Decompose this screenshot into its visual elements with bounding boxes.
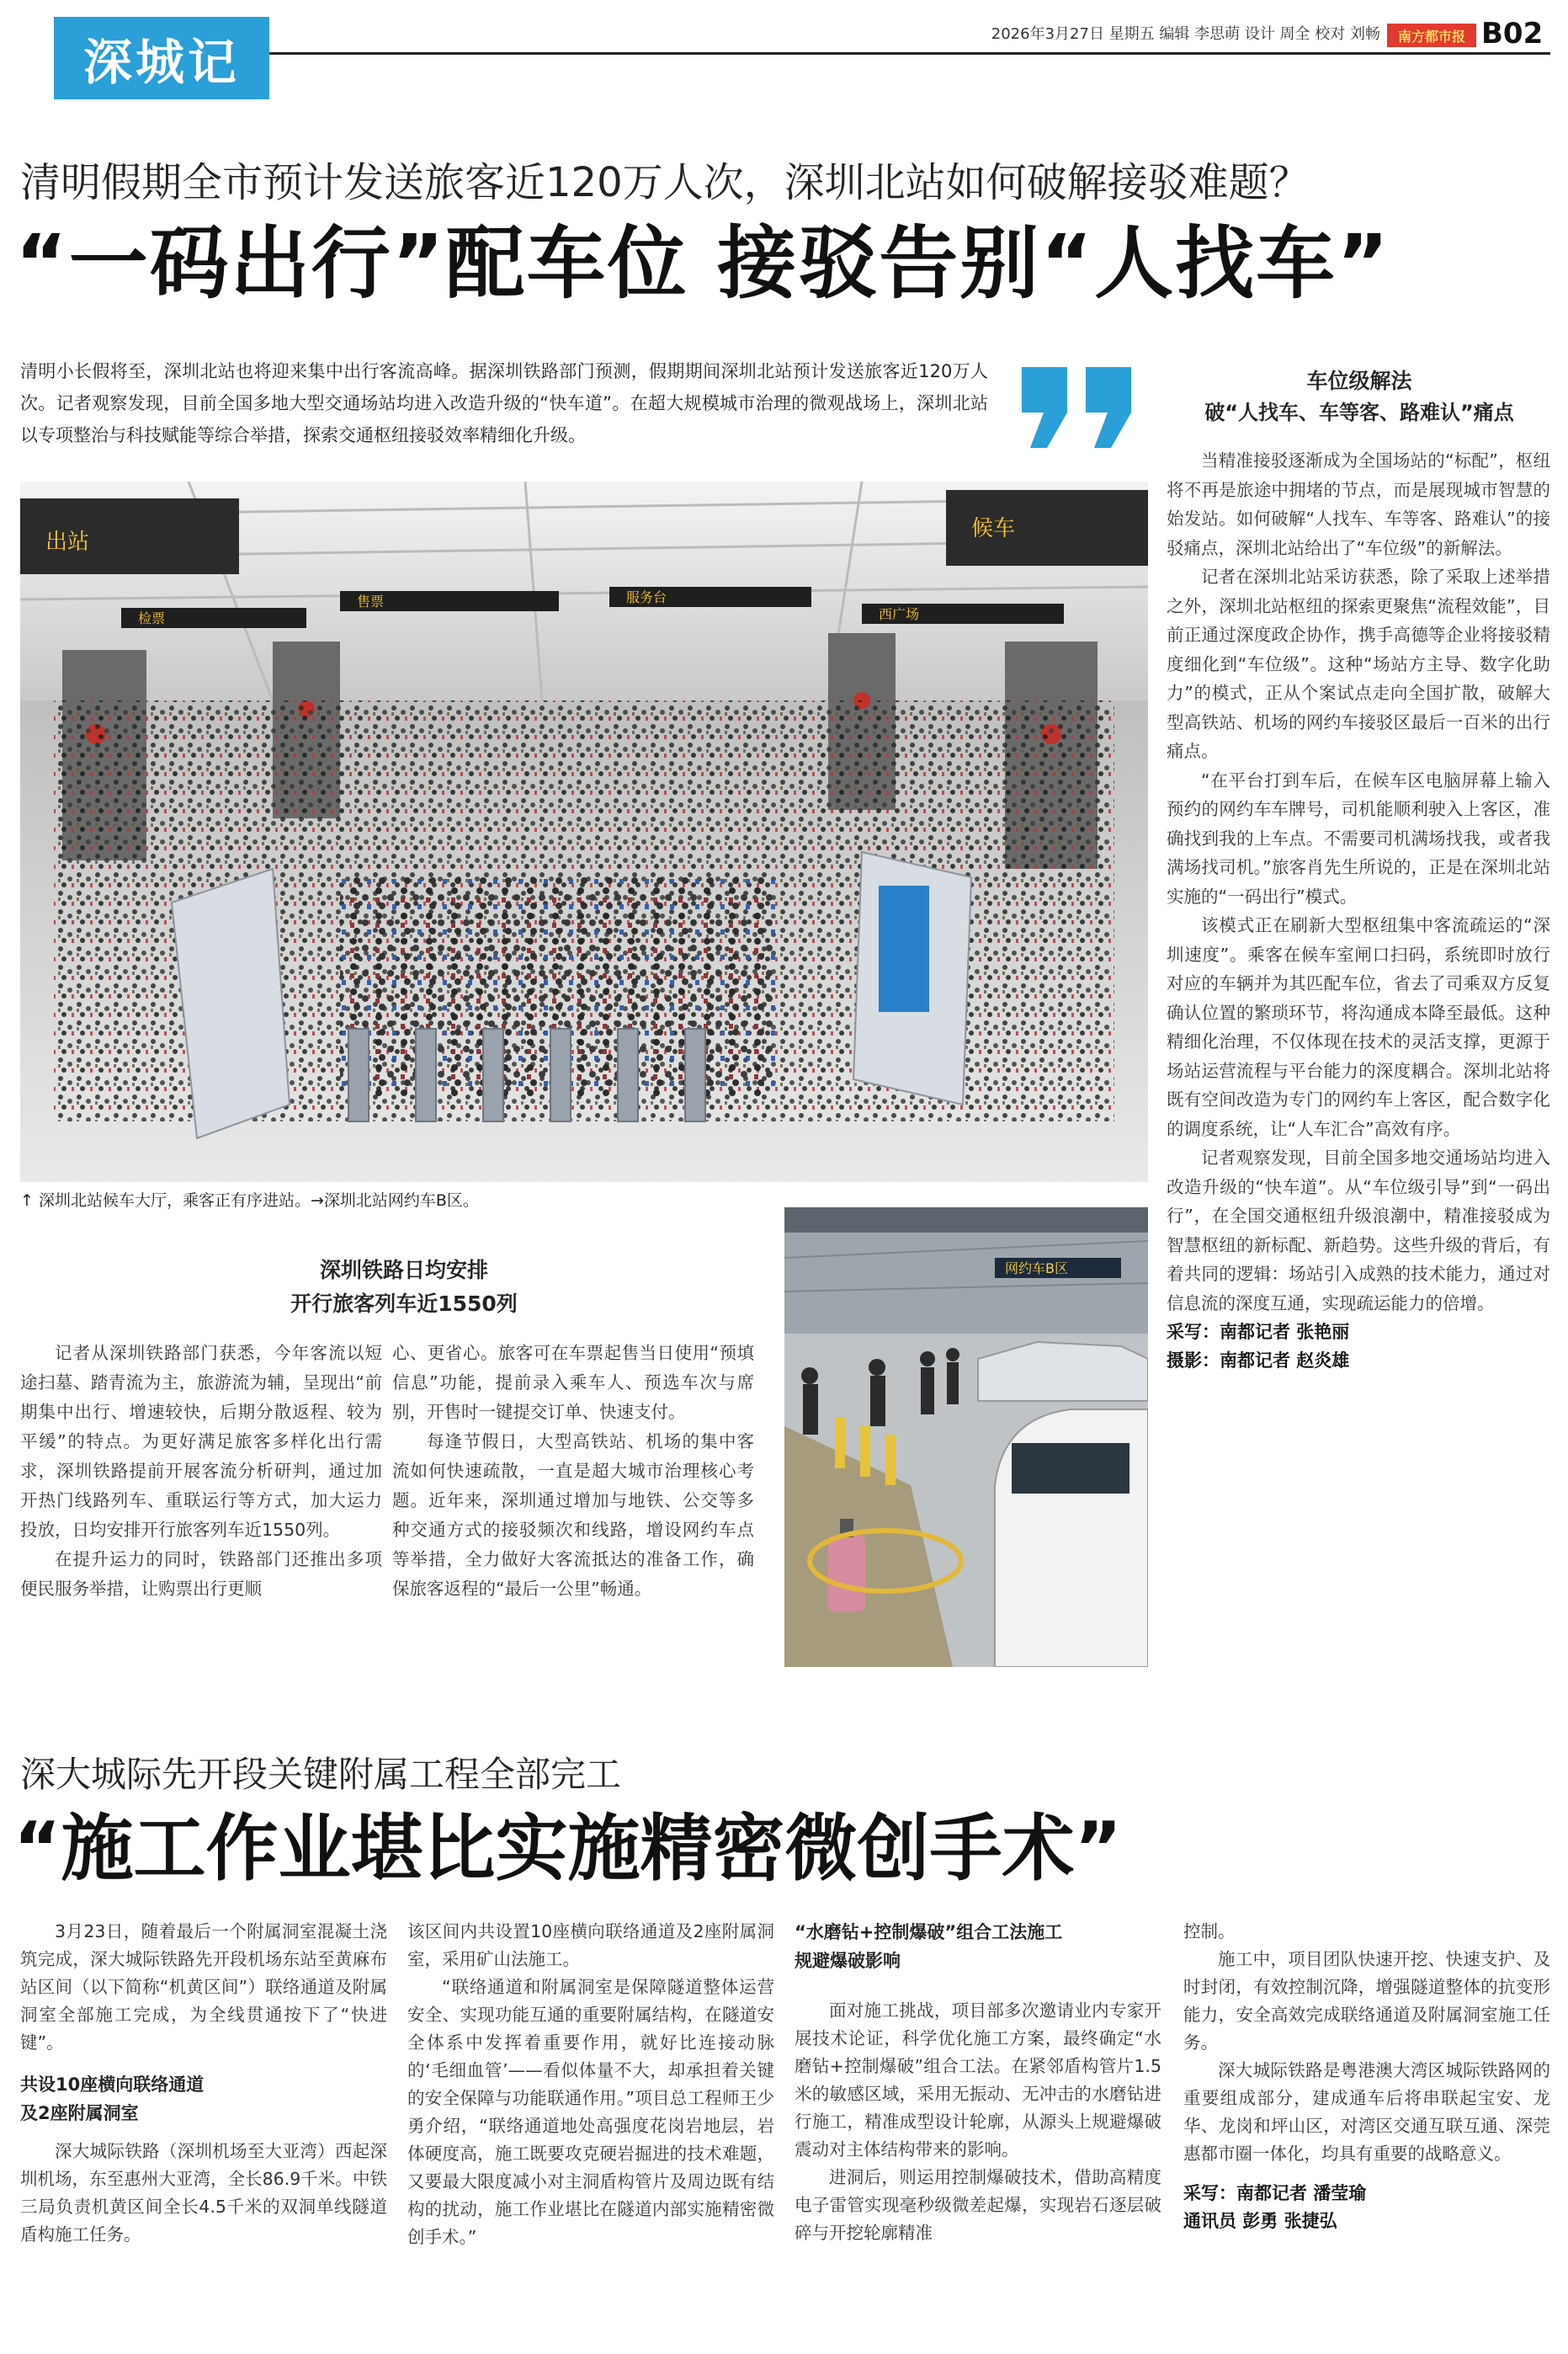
section-a-title-line2: 开行旅客列车近1550列: [290, 1292, 518, 1316]
story1-lead: 清明小长假将至，深圳北站也将迎来集中出行客流高峰。据深圳铁路部门预测，假期期间深圳北站预计发送旅客近120万人次。记者观察发现，目前全国多地大型交通场站均进入改造升级的“快车道”。在超大规模城市治理的微观战场上，深圳北站以专项整治与科技赋能等综合举措，探索交通枢纽接驳效率精细化升级。: [20, 361, 988, 445]
station-hall-illustration: [20, 482, 1148, 1182]
story2-col1-p2: 深大城际铁路（深圳机场至大亚湾）西起深圳机场，东至惠州大亚湾，全长86.9千米。中铁三局负责机黄区间全长4.5千米的双洞单线隧道盾构施工任务。: [20, 2141, 387, 2245]
section-b-byline1: 采写：南都记者 张艳丽: [1167, 1322, 1350, 1342]
car-zone-photo: [784, 1207, 1148, 1667]
section-b-p2: 记者在深圳北站采访获悉，除了采取上述举措之外，深圳北站枢纽的探索更聚焦“流程效能”，目前正通过深度政企协作，携手高德等企业将接驳精度细化到“车位级”。这种“场站方主导、数字化助力”的模式，正从个案试点走向全国扩散，破解大型高铁站、机场的网约车接驳区最后一百米的出行痛点。: [1167, 567, 1550, 761]
hall-sign-4: 服务台: [626, 589, 667, 605]
story2-col2-p2: “联络通道和附属洞室是保障隧道整体运营安全、实现功能互通的重要附属结构，在隧道安全体系中发挥着重要作用，就好比连接动脉的‘毛细血管’——看似体量不大，却承担着关键的安全保障与功能联通作用。”项目总工程师王少勇介绍，“联络通道地处高强度花岗岩地层，岩体硬度高，施工既要攻克硬岩掘进的技术难题，又要最大限度减小对主洞盾构管片及周边既有结构的扰动，施工作业堪比在隧道内部实施精密微创手术。”: [407, 1977, 774, 2247]
hall-sign-2: 检票: [138, 610, 166, 626]
story2-kicker: 深大城际先开段关键附属工程全部完工: [20, 1754, 622, 1795]
story2-col1: [20, 1918, 387, 2249]
story2-byline1: 采写：南都记者 潘莹瑜: [1183, 2183, 1367, 2203]
car-zone-sign: 网约车B区: [1005, 1260, 1068, 1276]
story2-col4-p2: 施工中，项目团队快速开挖、快速支护、及时封闭，有效控制沉降，增强隧道整体的抗变形能力，安全高效完成联络通道及附属洞室施工任务。: [1183, 1949, 1550, 2053]
story2-col1-sub-line1: 共设10座横向联络通道: [20, 2074, 205, 2095]
section-b-p1: 当精准接驳逐渐成为全国场站的“标配”，枢纽将不再是旅途中拥堵的节点，而是展现城市智慧的始发站。如何破解“人找车、车等客、路难认”的接驳痛点，深圳北站给出了“车位级”的新解法。: [1167, 450, 1550, 558]
story2-col4: [1183, 1918, 1550, 2235]
section-b-p5: 记者观察发现，目前全国多地交通场站均进入改造升级的“快车道”。从“车位级引导”到“一码出行”，在全国交通枢纽升级浪潮中，精准接驳成为智慧枢纽的新标配、新趋势。这些升级的背后，有着共同的逻辑：场站引入成熟的技术能力，通过对信息流的深度互通，实现疏运能力的倍增。: [1167, 1148, 1550, 1313]
section-a-col2-p2: 每逢节假日，大型高铁站、机场的集中客流如何快速疏散，一直是超大城市治理核心考题。近年来，深圳通过增加与地铁、公交等多种交通方式的接驳频次和线路，增设网约车点等举措，全力做好大客流抵达的准备工作，确保旅客返程的“最后一公里”畅通。: [392, 1431, 754, 1599]
section-a-title-line1: 深圳铁路日均安排: [319, 1258, 488, 1282]
story2-col4-p1: 控制。: [1183, 1921, 1236, 1941]
section-b-byline2: 摄影：南都记者 赵炎雄: [1167, 1350, 1350, 1371]
quote-mark-icon: [1015, 360, 1141, 453]
hall-sign-3: 售票: [357, 594, 385, 610]
station-hall-photo: [20, 482, 1148, 1182]
section-b-p4: 该模式正在刷新大型枢纽集中客流疏运的“深圳速度”。乘客在候车室闸口扫码，系统即时放行对应的车辆并为其匹配车位，省去了司乘双方反复确认位置的繁琐环节，将沟通成本降至最低。这种精细化治理，不仅体现在技术的灵活支撑，更源于场站运营流程与平台能力的深度耦合。深圳北站将既有空间改造为专门的网约车上客区，配合数字化的调度系统，让“人车汇合”高效有序。: [1167, 915, 1550, 1139]
hall-sign-1: 候车: [971, 516, 1016, 541]
story2-byline2: 通讯员 彭勇 张捷弘: [1183, 2211, 1337, 2231]
hall-sign-0: 出站: [45, 530, 90, 555]
page-number: B02: [1481, 17, 1544, 51]
story2-col3-p2: 进洞后，则运用控制爆破技术，借助高精度电子雷管实现毫秒级微差起爆，实现岩石逐层破碎与开挖轮廓精准: [795, 2167, 1161, 2243]
section-b-title-line2: 破“人找车、车等客、路难认”痛点: [1204, 401, 1514, 424]
date-editor-line: 2026年3月27日 星期五 编辑 李思萌 设计 周全 校对 刘畅: [991, 25, 1380, 43]
paper-name-logo: 南方都市报: [1387, 24, 1476, 47]
section-a-col1-p1: 记者从深圳铁路部门获悉，今年客流以短途扫墓、踏青流为主，旅游流为辅，呈现出“前期集中出行、增速较快，后期分散返程、较为平缓”的特点。为更好满足旅客多样化出行需求，深圳铁路提前开展客流分析研判，通过加开热门线路列车、重联运行等方式，加大运力投放，日均安排开行旅客列车近1550列。: [20, 1343, 382, 1540]
section-a-col1-p2: 在提升运力的同时，铁路部门还推出多项便民服务举措，让购票出行更顺: [20, 1549, 382, 1599]
story2-col3-sub-line1: “水磨钻+控制爆破”组合工法施工: [795, 1922, 1063, 1942]
section-b-p3: “在平台打到车后，在候车区电脑屏幕上输入预约的网约车车牌号，司机能顺利驶入上客区，准确找到我的上车点。不需要司机满场找我，或者我满场找司机。”旅客肖先生所说的，正是在深圳北站实施的“一码出行”模式。: [1167, 770, 1550, 907]
section-a-col2: [392, 1339, 754, 1604]
story2-col1-sub-line2: 及2座附属洞室: [20, 2103, 139, 2123]
section-b-body: [1167, 446, 1550, 1375]
story2-col4-p3: 深大城际铁路是粤港澳大湾区城际铁路网的重要组成部分，建成通车后将串联起宝安、龙华、龙岗和坪山区，对湾区交通互联互通、深莞惠都市圈一体化，均具有重要的战略意义。: [1183, 2060, 1550, 2164]
story1-kicker: 清明假期全市预计发送旅客近120万人次，深圳北站如何破解接驳难题？: [20, 159, 1310, 206]
hall-sign-5: 西广场: [879, 606, 920, 622]
section-tag: 深城记: [54, 17, 269, 99]
story2-col3-sub-line2: 规避爆破影响: [795, 1951, 901, 1971]
masthead-rule: [269, 52, 1550, 55]
story2-col2-p1: 该区间内共设置10座横向联络通道及2座附属洞室，采用矿山法施工。: [407, 1921, 774, 1969]
story1-headline: “一码出行”配车位 接驳告别“人找车”: [15, 218, 1390, 310]
car-zone-illustration: [784, 1207, 1148, 1667]
section-a-col1: [20, 1339, 382, 1604]
story1-photo-caption: ↑ 深圳北站候车大厅，乘客正有序进站。→深圳北站网约车B区。: [20, 1191, 479, 1210]
section-a-col2-p1: 心、更省心。旅客可在车票起售当日使用“预填信息”功能，提前录入乘车人、预选车次与席别，开售时一键提交订单、快速支付。: [392, 1343, 754, 1422]
section-b-title-line1: 车位级解法: [1306, 369, 1412, 393]
story2-col2: [407, 1918, 774, 2251]
story2-col3: [795, 1918, 1161, 2247]
story2-col1-p1: 3月23日，随着最后一个附属洞室混凝土浇筑完成，深大城际铁路先开段机场东站至黄麻布站区间（以下简称“机黄区间”）联络通道及附属洞室全部施工完成，为全线贯通按下了“快进键”。: [20, 1921, 387, 2053]
story2-col3-p1: 面对施工挑战，项目部多次邀请业内专家开展技术论证，科学优化施工方案，最终确定“水磨钻+控制爆破”组合工法。在紧邻盾构管片1.5米的敏感区域，采用无振动、无冲击的水磨钻进行施工，精准成型设计轮廓，从源头上规避爆破震动对主体结构带来的影响。: [795, 2000, 1161, 2160]
story2-headline: “施工作业堪比实施精密微创手术”: [13, 1807, 1123, 1891]
